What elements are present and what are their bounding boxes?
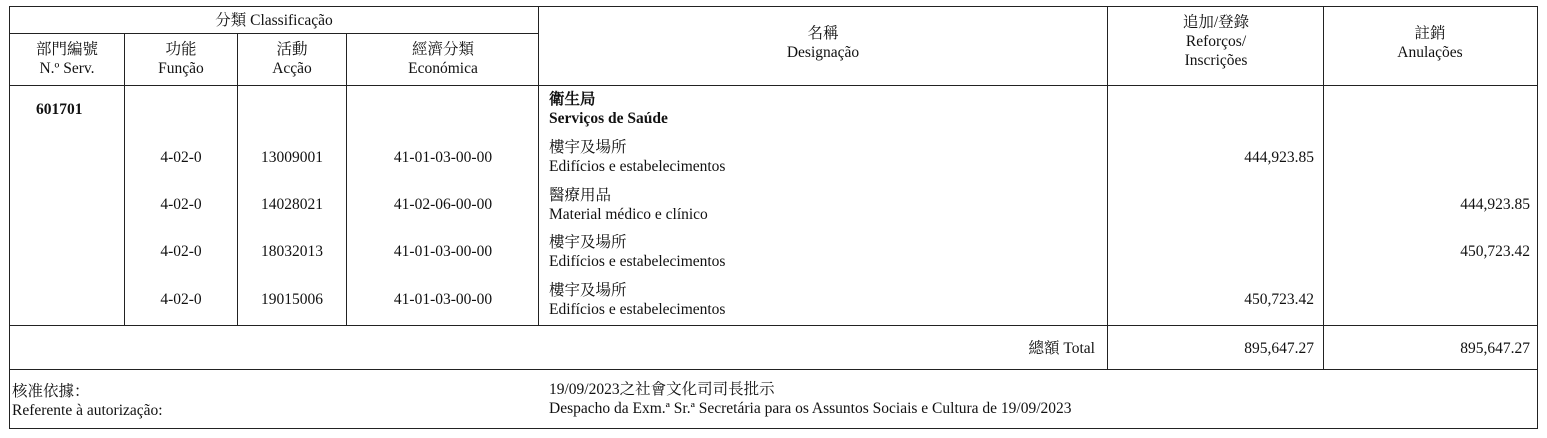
econ-header-pt: Económica	[408, 60, 478, 77]
budget-table	[9, 6, 1538, 429]
service-name-pt: Serviços de Saúde	[549, 110, 668, 127]
table-row-1-economic: 41-01-03-00-00	[393, 149, 493, 166]
table-row-4-name-pt: Edifícios e estabelecimentos	[549, 301, 726, 318]
table-row-4-function: 4-02-0	[160, 291, 202, 308]
name-header-pt: Designação	[786, 44, 860, 61]
table-row-3-name-pt: Edifícios e estabelecimentos	[549, 253, 726, 270]
col-divider-name	[1107, 6, 1108, 369]
col-divider-func	[237, 33, 238, 325]
col-divider-act	[346, 33, 347, 325]
table-row-2-name-pt: Material médico e clínico	[549, 206, 708, 223]
table-row-3-function: 4-02-0	[160, 243, 202, 260]
table-row-2-name-zh: 醫療用品	[549, 187, 612, 204]
total-cancel: 895,647.27	[1460, 340, 1530, 357]
table-row-3-economic: 41-01-03-00-00	[393, 243, 493, 260]
cancel-header-pt: Anulações	[1397, 44, 1463, 61]
authorization-label-zh: 核准依據：	[12, 383, 90, 400]
table-row-1-name-zh: 樓宇及場所	[549, 139, 627, 156]
table-row-3-name-zh: 樓宇及場所	[549, 234, 627, 251]
table-row-2-action: 14028021	[261, 196, 323, 213]
table-row-3-cancel: 450,723.42	[1460, 243, 1530, 260]
authorization-text-zh: 19/09/2023之社會文化司司長批示	[549, 381, 775, 398]
header-classification-divider	[9, 33, 538, 34]
add-header-pt1: Reforços/	[1185, 33, 1247, 50]
header-bottom-rule	[9, 85, 1538, 86]
classification-header: 分類 Classificação	[215, 12, 333, 29]
total-top-rule	[9, 325, 1538, 326]
dept-header-pt: N.º Serv.	[39, 60, 95, 77]
total-label: 總額 Total	[1028, 340, 1095, 357]
table-row-2-function: 4-02-0	[160, 196, 202, 213]
service-code: 601701	[36, 101, 83, 118]
act-header-pt: Acção	[272, 60, 312, 77]
col-divider-econ	[538, 6, 539, 325]
name-header-zh: 名稱	[807, 25, 839, 42]
add-header-zh: 追加/登錄	[1182, 14, 1250, 31]
table-row-2-cancel: 444,923.85	[1460, 196, 1530, 213]
dept-header-zh: 部門編號	[35, 41, 99, 58]
table-row-1-function: 4-02-0	[160, 149, 202, 166]
footer-top-rule	[9, 369, 1538, 370]
table-row-4-economic: 41-01-03-00-00	[393, 291, 493, 308]
table-row-3-action: 18032013	[261, 243, 323, 260]
table-row-1-add: 444,923.85	[1244, 149, 1314, 166]
econ-header-zh: 經濟分類	[411, 41, 475, 58]
table-row-1-action: 13009001	[261, 149, 323, 166]
col-divider-dept	[124, 33, 125, 325]
add-header-pt2: Inscrições	[1184, 52, 1248, 69]
total-add: 895,647.27	[1244, 340, 1314, 357]
cancel-header-zh: 註銷	[1414, 25, 1446, 42]
authorization-label-pt: Referente à autorização:	[12, 402, 163, 419]
table-row-4-action: 19015006	[261, 291, 323, 308]
col-divider-add	[1323, 6, 1324, 369]
table-row-4-add: 450,723.42	[1244, 291, 1314, 308]
func-header-pt: Função	[158, 60, 204, 77]
authorization-text-pt: Despacho da Exm.ª Sr.ª Secretária para os Assuntos Sociais e Cultura de 19/09/2023	[549, 400, 1072, 417]
table-row-2-economic: 41-02-06-00-00	[393, 196, 493, 213]
table-row-1-name-pt: Edifícios e estabelecimentos	[549, 158, 726, 175]
table-row-4-name-zh: 樓宇及場所	[549, 282, 627, 299]
func-header-zh: 功能	[165, 41, 197, 58]
service-name-zh: 衛生局	[549, 91, 596, 108]
act-header-zh: 活動	[276, 41, 308, 58]
